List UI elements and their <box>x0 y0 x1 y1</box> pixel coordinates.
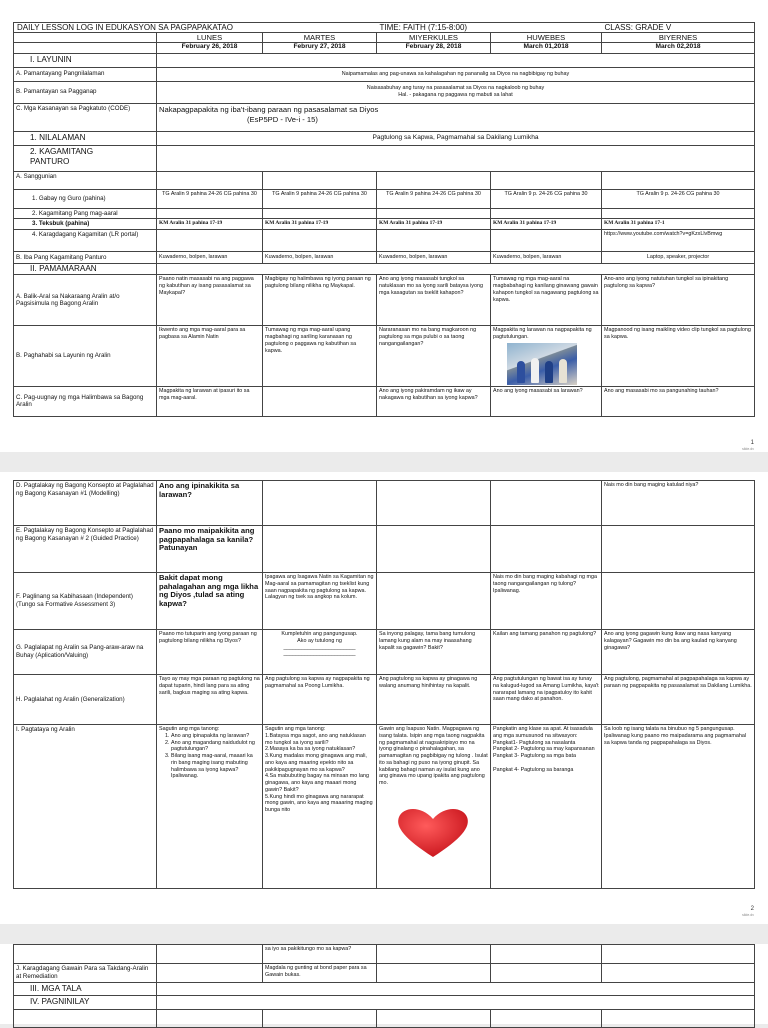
pagtataya-wednesday: Gawin ang Isapuso Natin. Magpagawa ng isang talata. Isipin ang mga taong nagpakita ng pagmamahal at nagsakripisyo mo na iyong ginalang o pinahalagahan, sa pamamagitan ng pagbibigay ng tulong . Isulat ito sa bahagi ng puso na iyong ginupit. Sa kabilang bahagi naman ay isulat kung ano ang ginawa mo upang ipakita ang pagtulong mo. <box>379 726 488 786</box>
pagtalakay-2-monday: Paano mo maipakikita ang pagpapahalaga sa kanila? Patunayan <box>157 526 263 573</box>
log-title: DAILY LESSON LOG IN EDUKASYON SA PAGPAPAKATAO <box>14 23 377 33</box>
paghahabi-friday: Magpanood ng isang maikling video clip tungkol sa pagtulong sa kapwa. <box>602 326 755 387</box>
paglalahat-tuesday: Ang pagtulong sa kapwa ay nagpapakita ng pagmamahal sa Poong Lumikha. <box>263 675 377 725</box>
label-pamantayan-pagganap: B. Pamantayan sa Pagganap <box>14 81 157 103</box>
gabay-wednesday: TG Aralin 9 pahina 24-26 CG pahina 30 <box>377 189 491 208</box>
page-number-2: 2 slide.dv <box>742 906 754 918</box>
balik-monday: Paano natin masasabi na ang paggawa ng kabutihan ay isang pasasalamat sa Maykapal? <box>157 275 263 326</box>
list-item: 3. Bilang isang mag-aaral, maaari ka rin bang maging isang mabuting halimbawa sa iyong kapwa? Ipaliwanag. <box>171 753 260 780</box>
gabay-monday: TG Aralin 9 pahina 24-26 CG pahina 30 <box>157 189 263 208</box>
teamwork-photo <box>507 343 577 385</box>
label-teksbuk: 3. Teksbuk (pahina) <box>14 219 157 230</box>
paglinang-thursday: Nais mo din bang maging kabahagi ng mga taong nangangailangan ng tulong? Ipaliwanag. <box>491 573 602 630</box>
label-paglalahat: H. Paglalahat ng Aralin (Generalization) <box>14 675 157 725</box>
day-wednesday: MIYERKULES <box>377 33 491 43</box>
paghahabi-monday: Ikwento ang mga mag-aaral para sa pagbasa sa Alamin Natin <box>157 326 263 387</box>
pagtataya-tuesday: Sagutin ang mga tanong: 1.Bataysa mga sagot, ano ang natuklasan mo tungkol sa iyong sarili? 2.Masaya ka ba sa iyong natuklasan? 3.Kung madalas mong ginagawa ang mali, ano kaya ang maaring epekto nito sa pakikipagugnayan mo sa kapwa? 4.Sa mabubuting bagay na minsan mo lang ginagawa, ano kaya ang maaari mong gawin? Bakit? 5.Kung hindi mo ginagawa ang nararapat mong gawin, ano kaya ang maaaring maging bunga nito <box>263 725 377 889</box>
lesson-table-page-3 <box>13 944 755 1028</box>
gabay-tuesday: TG Aralin 9 pahina 24-26 CG pahina 30 <box>263 189 377 208</box>
page-3 <box>0 944 768 1024</box>
teksbuk-monday: KM Aralin 31 pahina 17-19 <box>157 219 263 230</box>
pag-uugnay-thursday: Ano ang iyong masasabi sa larawan? <box>491 386 602 416</box>
label-paglinang: F. Paglinang sa Kabihasaan (Independent) (Tungo sa Formative Assessment 3) <box>14 573 157 630</box>
label-pag-uugnay: C. Pag-uugnay ng mga Halimbawa sa Bagong Aralin <box>14 386 157 416</box>
balik-tuesday: Magbigay ng halimbawa ng iyong paraan ng pagtulong bilang nilikha ng Maykapal. <box>263 275 377 326</box>
kasanayan-code: (EsP5PD - IVe-i - 15) <box>247 115 318 125</box>
label-iba-pang-kagamitan: B. Iba Pang Kagamitang Panturo <box>14 252 157 264</box>
paglalahat-friday: Ang pagtulong, pagmamahal at pagpapahalaga sa kapwa ay paraan ng pagpapakita ng pasasalamat sa Dakilang Lumikha. <box>602 675 755 725</box>
date-tuesday: Februry 27, 2018 <box>263 43 377 54</box>
date-friday: March 02,2018 <box>602 43 755 54</box>
section-pamamaraan: II. PAMAMARAAN <box>14 264 157 275</box>
paglinang-monday: Bakit dapat mong pahalagahan ang mga likha ng Diyos ,tulad sa ating kapwa? <box>157 573 263 630</box>
date-thursday: March 01,2018 <box>491 43 602 54</box>
list-item: 2. Ano ang magandang naidudulot ng pagtutulungan? <box>171 740 260 754</box>
day-tuesday: MARTES <box>263 33 377 43</box>
section-layunin: I. LAYUNIN <box>14 54 157 67</box>
pagtalakay-1-monday: Ano ang ipinakikita sa larawan? <box>157 481 263 526</box>
kasanayan-text: Nakapagpapakita ng iba't-ibang paraan ng pasasalamat sa Diyos <box>159 104 379 114</box>
section-nilalaman: 1. NILALAMAN <box>14 131 157 145</box>
gabay-thursday: TG Aralin 9 p. 24-26 CG pahina 30 <box>491 189 602 208</box>
iba-thursday: Kuwaderno, bolpen, larawan <box>491 252 602 264</box>
pagtataya-monday-questions <box>159 733 260 780</box>
label-paghahabi: B. Paghahabi sa Layunin ng Aralin <box>14 326 157 387</box>
paghahabi-wednesday: Nararanasan mo na bang magkaroon ng pagtulong sa mga pulubi o sa taong nangangailangan? <box>377 326 491 387</box>
day-monday: LUNES <box>157 33 263 43</box>
paglalapat-tuesday: Kumpletuhin ang pangungusap. Ako ay tutulong ng ________________________ ________________________ <box>263 630 377 675</box>
balik-wednesday: Ano ang iyong masasabi tungkol sa natuklasan mo sa iyong sarili bataysa iyong mga kasagutan sa tseklit kahapon? <box>377 275 491 326</box>
youtube-link[interactable]: https://www.youtube.com/watch?v=gKzxLlvBmwg <box>602 230 755 252</box>
label-pamantayang-pangnilalaman: A. Pamantayang Pangnilalaman <box>14 67 157 81</box>
pag-uugnay-wednesday: Ano ang iyong pakiramdam ng ikaw ay nakagawa ng kabutihan sa iyong kapwa? <box>377 386 491 416</box>
day-friday: BIYERNES <box>602 33 755 43</box>
iba-tuesday: Kuwaderno, bolpen, larawan <box>263 252 377 264</box>
label-pagtalakay-2: E. Pagtalakay ng Bagong Konsepto at Paglalahad ng Bagong Kasanayan # 2 (Guided Practice) <box>14 526 157 573</box>
karagdagang-gawain-tuesday: Magdala ng gunting at bond paper para sa Gawain bukas. <box>263 964 377 983</box>
date-monday: February 26, 2018 <box>157 43 263 54</box>
day-thursday: HUWEBES <box>491 33 602 43</box>
balik-thursday: Tumawag ng mga mag-aaral na magbabahagi ng kanilang ginawang gawain kahapon tungkol sa nagawang pagtulong sa kapwa. <box>491 275 602 326</box>
paglalapat-friday: Ano ang iyong gagawin kung ikaw ang nasa kanyang kalagayan? Gagawin mo din ba ang kaulad ng kanyang ginagawa? <box>602 630 755 675</box>
label-pagtataya: I. Pagtataya ng Aralin <box>14 725 157 889</box>
teksbuk-wednesday: KM Aralin 31 pahina 17-19 <box>377 219 491 230</box>
paghahabi-thursday: Magpakita ng larawan na nagpapakita ng pagtutulungan. <box>493 327 592 340</box>
lesson-table-page-1 <box>13 22 755 417</box>
balik-friday: Ano-ano ang iyong natutuhan tungkol sa ipinakitang pagtulong sa kapwa? <box>602 275 755 326</box>
list-item: 1. Ano ang ipinapakita ng larawan? <box>171 733 260 740</box>
log-time: TIME: FAITH (7:15-8:00) <box>377 23 602 33</box>
page-1 <box>0 0 768 452</box>
pagtataya-friday: Sa loob ng isang talata na binubuo ng 5 pangungusap. Ipaliwanag kung paano mo maipadarama ang pagmamahal sa kapwa tanda ng pagpapahalaga sa Diyos. <box>602 725 755 889</box>
label-pagtalakay-1: D. Pagtalakay ng Bagong Konsepto at Paglalahad ng Bagong Kasanayan #1 (Modelling) <box>14 481 157 526</box>
teksbuk-thursday: KM Aralin 31 pahina 17-19 <box>491 219 602 230</box>
teksbuk-tuesday: KM Aralin 31 pahina 17-19 <box>263 219 377 230</box>
paglalapat-monday: Paano mo tutuparin ang iyong paraan ng pagtulong bilang nilikha ng Diyos? <box>157 630 263 675</box>
pag-uugnay-friday: Ano ang masasabi mo sa pangunahing tauhan? <box>602 386 755 416</box>
label-sanggunian: A. Sanggunian <box>14 171 157 189</box>
paglalapat-wednesday: Sa inyong palagay, tama bang tumulong lamang kung alam na may inaasahang kapalit sa gagawin? Bakit? <box>377 630 491 675</box>
teksbuk-friday: KM Aralin 31 pahina 17-1 <box>602 219 755 230</box>
iba-friday: Laptop, speaker, projector <box>602 252 755 264</box>
pag-uugnay-tuesday <box>263 386 377 416</box>
section-mga-tala: III. MGA TALA <box>14 983 157 996</box>
pag-uugnay-monday: Magpakita ng larawan at ipasuri ito sa mga mag-aaral. <box>157 386 263 416</box>
label-balik-aral: A. Balik-Aral sa Nakaraang Aralin at/o Pagsisimula ng Bagong Aralin <box>14 275 157 326</box>
lesson-table-page-2 <box>13 480 755 889</box>
paglalapat-thursday: Kailan ang tamang panahon ng pagtulong? <box>491 630 602 675</box>
iba-wednesday: Kuwaderno, bolpen, larawan <box>377 252 491 264</box>
iba-monday: Kuwaderno, bolpen, larawan <box>157 252 263 264</box>
log-class: CLASS: GRADE V <box>602 23 755 33</box>
paglalahat-wednesday: Ang pagtulong sa kapwa ay ginagawa ng walang anumang hinihintay na kapalit. <box>377 675 491 725</box>
label-kagamitang-pang-mag-aaral: 2. Kagamitang Pang mag-aaral <box>14 208 157 219</box>
pamantayan-pagganap: Naisasabuhay ang turay na pasasalamat sa Diyos na nagkaloob ng buhay Hal. - pakagana ng paggawa ng mabuti sa lahat <box>157 81 755 103</box>
pamantayang-pangnilalaman: Naipamamalas ang pag-unawa sa kahalagahan ng pananalig sa Diyos na nagbibigay ng buhay <box>157 67 755 81</box>
date-wednesday: February 28, 2018 <box>377 43 491 54</box>
paglalahat-monday: Tayo ay may mga paraan ng pagtulong na dapat tuparin, hindi lang para sa ating sarili, bagkus maging sa ating kapwa. <box>157 675 263 725</box>
pagtalakay-1-friday: Nais mo din bang maging katulad niya? <box>602 481 755 526</box>
pagtataya-monday-intro: Sagutin ang mga tanong: <box>159 726 220 732</box>
paghahabi-tuesday: Tumawag ng mga mag-aaral upang magbahagi ng sariling karanasan ng pagtulong o paggawa ng kabutihan sa kapwa. <box>263 326 377 387</box>
label-paglalapat: G. Paglalapat ng Aralin sa Pang-araw-araw na Buhay (Aplication/Valuing) <box>14 630 157 675</box>
gabay-friday: TG Aralin 9 p. 24-26 CG pahina 30 <box>602 189 755 208</box>
label-karagdagang-gawain: J. Karagdagang Gawain Para sa Takdang-Aralin at Remediation <box>14 964 157 983</box>
section-pagninilay: IV. PAGNINILAY <box>14 996 157 1009</box>
pagtataya-thursday: Pangkatin ang klase sa apat. At isasadula ang mga sumusunod na sitwasyon: Pangkat1- Pagtulong sa nasalanta Pangkat 2- Pagtulong sa may kapansanan Pangkat 3- Pagtulong sa mga bata Pangkat 4- Pagtulong sa baranga <box>491 725 602 889</box>
nilalaman-text: Pagtulong sa Kapwa, Pagmamahal sa Dakilang Lumikha <box>157 131 755 145</box>
label-karagdagang-kagamitan: 4. Karagdagang Kagamitan (LR portal) <box>14 230 157 252</box>
paglalahat-thursday: Ang pagtutulungan ng bawat isa ay tunay na kalugud-lugod sa Amang Lumikha, kaya't nararapat lamang na ipagpatuloy ito kahit saan mang dako at panahon. <box>491 675 602 725</box>
page-2 <box>0 472 768 924</box>
pagtataya-tuesday-continued: sa iyo sa pakikitungo mo sa kapwa? <box>263 945 377 964</box>
label-gabay-guro: 1. Gabay ng Guro (pahina) <box>14 189 157 208</box>
label-kasanayan: C. Mga Kasanayan sa Pagkatuto (CODE) <box>14 103 157 131</box>
page-number-1: 1 slide.dv <box>742 440 754 452</box>
heart-icon <box>393 805 473 859</box>
section-kagamitang-panturo: 2. KAGAMITANG PANTURO <box>14 145 157 171</box>
paglinang-tuesday: Ipagawa ang Isagawa Natin sa Kagamitan ng Mag-aaral sa pamamagitan ng tseklist kung saan nagpapakita ng pagtulong sa kapwa. Lalagyan ng tsek sa angkop na kolum. <box>263 573 377 630</box>
